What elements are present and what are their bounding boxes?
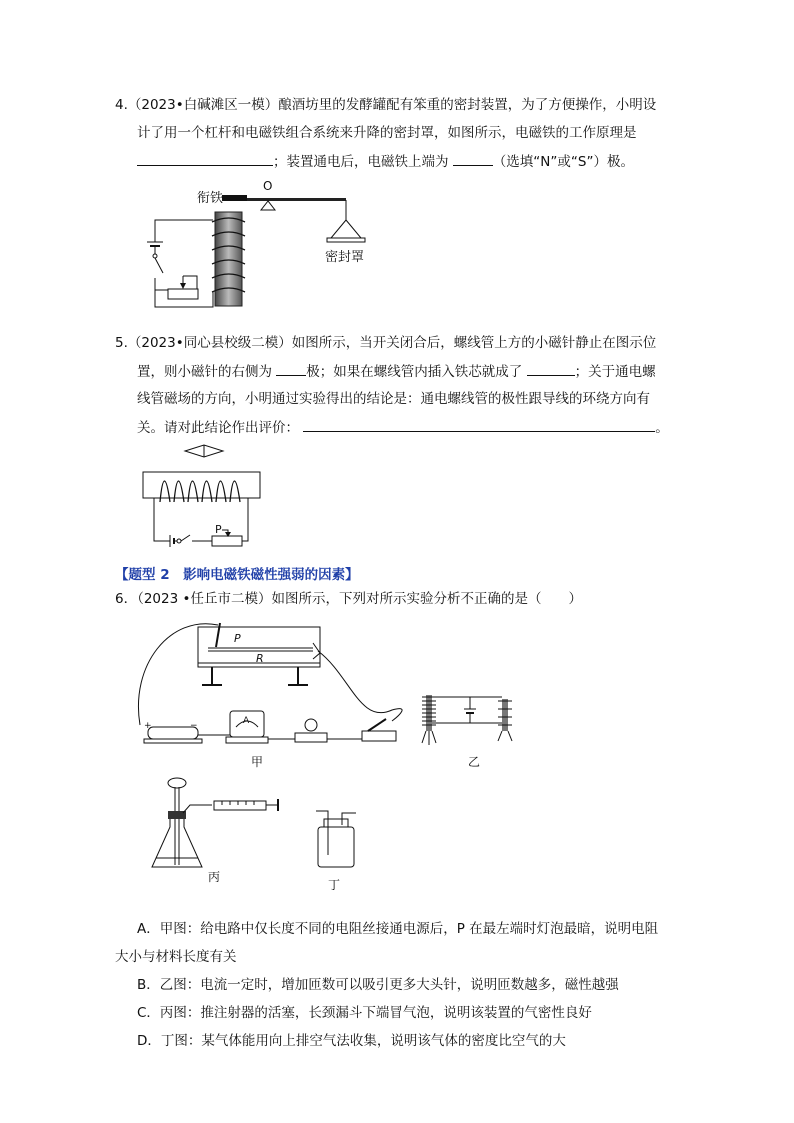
q5-line2-b: 极；如果在螺线管内插入铁芯就成了 (306, 364, 523, 380)
armature-label: 衔铁 (197, 191, 224, 206)
q4-line2: 计了用一个杠杆和电磁铁组合系统来升降的密封罩，如图所示，电磁铁的工作原理是 (137, 125, 637, 141)
q4-blank-pole[interactable] (453, 151, 493, 166)
q5-blank-pole[interactable] (276, 361, 306, 376)
q5-line4-b: 。 (655, 420, 669, 436)
q5-line3: 线管磁场的方向，小明通过实验得出的结论是：通电螺线管的极性跟导线的环绕方向有 (137, 391, 650, 407)
q4-line3 (137, 151, 634, 172)
q5-line4 (137, 417, 669, 438)
q4-blank-principle[interactable] (137, 151, 273, 166)
q5-figure (140, 444, 270, 544)
ammeter-a-label: A (243, 716, 250, 726)
q4-figure (135, 180, 375, 315)
section-title: 【题型 2 影响电磁铁磁性强弱的因素】 (115, 567, 359, 583)
fig-bing-label: 丙 (208, 870, 221, 884)
svg-text:+: + (144, 721, 152, 731)
q5-line1: 5.（2023•同心县校级二模）如图所示，当开关闭合后，螺线管上方的小磁针静止在图示位 (115, 335, 657, 351)
fig-p-label: P (234, 632, 241, 645)
q4-line1: 4.（2023•白碱滩区一模）酿酒坊里的发酵罐配有笨重的密封装置，为了方便操作，小明设 (115, 97, 657, 113)
q4-line3-a: ；装置通电后，电磁铁上端为 (273, 154, 449, 170)
fig-r-label: R (256, 652, 264, 665)
q6-option-d: D．丁图：某气体能用向上排空气法收集，说明该气体的密度比空气的大 (137, 1033, 566, 1049)
fig-yi-label: 乙 (468, 755, 481, 769)
q4-line3-b: （选填“N”或“S”）极。 (492, 154, 634, 170)
q5-line2 (137, 361, 656, 382)
pivot-label: O (263, 179, 273, 193)
svg-text:−: − (190, 721, 198, 731)
fig-jia-label: 甲 (251, 755, 264, 769)
q6-stem: 6．（2023 •任丘市二模）如图所示，下列对所示实验分析不正确的是（ ） (115, 591, 582, 607)
fig-ding-label: 丁 (328, 878, 341, 892)
q5-line4-a: 关。请对此结论作出评价： (137, 420, 299, 436)
q5-line2-c: ；关于通电螺 (574, 364, 656, 380)
q6-option-a-line2: 大小与材料长度有关 (115, 949, 237, 965)
q6-option-c: C．丙图：推注射器的活塞，长颈漏斗下端冒气泡，说明该装置的气密性良好 (137, 1005, 592, 1021)
q5-blank-evaluation[interactable] (303, 417, 655, 432)
q6-option-a-line1: A．甲图：给电路中仅长度不同的电阻丝接通电源后，P 在最左端时灯泡最暗，说明电阻 (137, 921, 659, 937)
q6-figures (130, 615, 530, 892)
rheostat-p-label: P (215, 523, 222, 536)
cover-label: 密封罩 (325, 250, 365, 265)
q5-blank-device[interactable] (527, 361, 575, 376)
q6-option-b: B．乙图：电流一定时，增加匝数可以吸引更多大头针，说明匝数越多，磁性越强 (137, 977, 619, 993)
q5-line2-a: 置，则小磁针的右侧为 (137, 364, 272, 380)
